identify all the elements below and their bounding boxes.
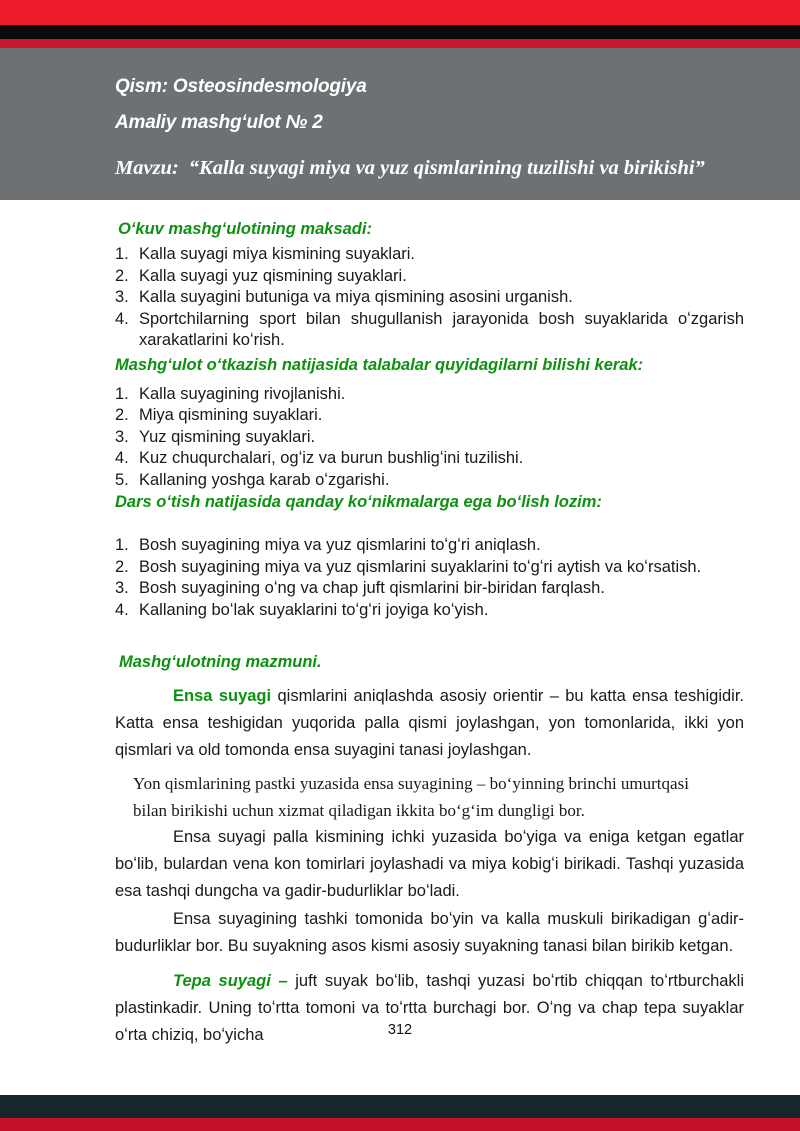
objectives-list <box>115 244 744 352</box>
skills-heading: Dars oʻtish natijasida qanday koʻnikmalarga ega boʻlish lozim: <box>115 493 602 511</box>
list-item <box>115 535 744 557</box>
list-item-text: Bosh suyagining miya va yuz qismlarini toʻgʻri aniqlash. <box>139 536 541 554</box>
top-black-bar <box>0 25 800 39</box>
list-marker: 3. <box>115 427 129 446</box>
list-item-text: Kalla suyagi yuz qismining suyaklari. <box>139 266 407 285</box>
list-marker: 4. <box>115 600 129 619</box>
paragraph-text: qismlarini aniqlashda asosiy orientir – bu katta ensa teshigidir. Katta ensa teshigidan yuqorida palla qismi joylashgan, yon tomonlarida, ikki yon qismlari va old tomonda ensa suyagini tanasi joylashgan. <box>115 687 744 759</box>
lesson-title: Amaliy mashgʻulot № 2 <box>115 112 323 133</box>
list-item <box>115 266 744 288</box>
skills-list <box>115 535 744 621</box>
list-item <box>115 578 744 600</box>
bottom-dark-bar <box>0 1095 800 1118</box>
list-item <box>115 244 744 266</box>
list-marker: 4. <box>115 309 129 328</box>
list-marker: 4. <box>115 449 129 467</box>
ensa-term: Ensa suyagi <box>173 687 272 705</box>
list-marker: 2. <box>115 266 129 285</box>
document-body <box>0 218 800 1049</box>
list-item-text: Bosh suyagining miya va yuz qismlarini suyaklarini toʻgʻri aytish va koʻrsatish. <box>139 557 702 576</box>
paragraph-ensa-overview <box>115 683 744 764</box>
list-item-text: Kalla suyagi miya kismining suyaklari. <box>139 245 416 263</box>
objectives-heading: Oʻkuv mashgʻulotining maksadi: <box>118 220 372 238</box>
knowledge-list <box>115 384 744 492</box>
topic-label: Mavzu: <box>115 157 179 179</box>
list-marker: 2. <box>115 406 129 424</box>
tepa-term: Tepa suyagi – <box>173 972 288 990</box>
list-item-text: Kalla suyagining rivojlanishi. <box>139 384 346 403</box>
list-item <box>115 448 744 470</box>
list-item <box>115 384 744 406</box>
list-marker: 1. <box>115 245 129 263</box>
paragraph-yon-qismlari: Yon qismlarining pastki yuzasida ensa suyagining – boʻyinning brinchi umurtqasi bilan birikishi uchun xizmat qiladigan ikkita boʻgʻim dungligi bor. <box>133 774 689 820</box>
page-number: 312 <box>387 1022 413 1038</box>
list-item <box>115 600 744 622</box>
paragraph-ensa-inner-surface: Ensa suyagi palla kismining ichki yuzasida boʻyiga va eniga ketgan egatlar boʻlib, bulardan vena kon tomirlari joylashadi va miya kobigʻi birikadi. Tashqi yuzasida esa tashqi dungcha va gadir-budurliklar boʻladi. <box>115 828 744 900</box>
topic-quote: “Kalla suyagi miya va yuz qismlarining tuzilishi va birikishi” <box>188 157 705 179</box>
list-item-text: Yuz qismining suyaklari. <box>139 427 316 446</box>
list-marker: 3. <box>115 579 129 597</box>
list-item <box>115 309 744 352</box>
list-item <box>115 405 744 427</box>
topic-line <box>115 157 760 180</box>
list-item <box>115 470 744 492</box>
list-item <box>115 427 744 449</box>
list-item <box>115 287 744 309</box>
paragraph-ensa-outer-surface: Ensa suyagining tashki tomonida boʻyin va kalla muskuli birikadigan gʻadir-budurliklar bor. Bu suyakning asos kismi asosiy suyakning tanasi bilan birikib ketgan. <box>115 910 744 955</box>
top-crimson-bar <box>0 39 800 48</box>
list-item-text: Sportchilarning sport bilan shugullanish jarayonida bosh suyaklarida oʻzgarish xarakatlarini koʻrish. <box>139 309 744 349</box>
list-marker: 1. <box>115 536 129 554</box>
content-heading: Mashgʻulotning mazmuni. <box>119 653 322 671</box>
bottom-red-bar <box>0 1118 800 1131</box>
list-marker: 2. <box>115 557 129 576</box>
list-item <box>115 557 744 579</box>
list-item-text: Kallaning yoshga karab oʻzgarishi. <box>139 470 390 489</box>
list-item-text: Bosh suyagining oʻng va chap juft qismlarini bir-biridan farqlash. <box>139 579 605 597</box>
list-marker: 5. <box>115 470 129 489</box>
list-item-text: Kuz chuqurchalari, ogʻiz va burun bushligʻini tuzilishi. <box>139 449 524 467</box>
section-title: Qism: Osteosindesmologiya <box>115 76 367 97</box>
list-item-text: Kallaning boʻlak suyaklarini toʻgʻri joyiga koʻyish. <box>139 600 489 619</box>
list-item-text: Miya qismining suyaklari. <box>139 406 323 424</box>
top-red-bar <box>0 0 800 25</box>
list-item-text: Kalla suyagini butuniga va miya qismining asosini urganish. <box>139 288 573 306</box>
list-marker: 1. <box>115 384 129 403</box>
paragraph-text: juft suyak boʻlib, tashqi yuzasi boʻrtib chiqqan toʻrtburchakli plastinkadir. Uning toʻrtta tomoni va toʻrtta burchagi bor. Oʻng va chap tepa suyaklar oʻrta chiziq, boʻyicha <box>115 972 744 1044</box>
list-marker: 3. <box>115 288 129 306</box>
knowledge-heading: Mashgʻulot oʻtkazish natijasida talabalar quyidagilarni bilishi kerak: <box>115 355 644 374</box>
title-block <box>0 48 800 200</box>
